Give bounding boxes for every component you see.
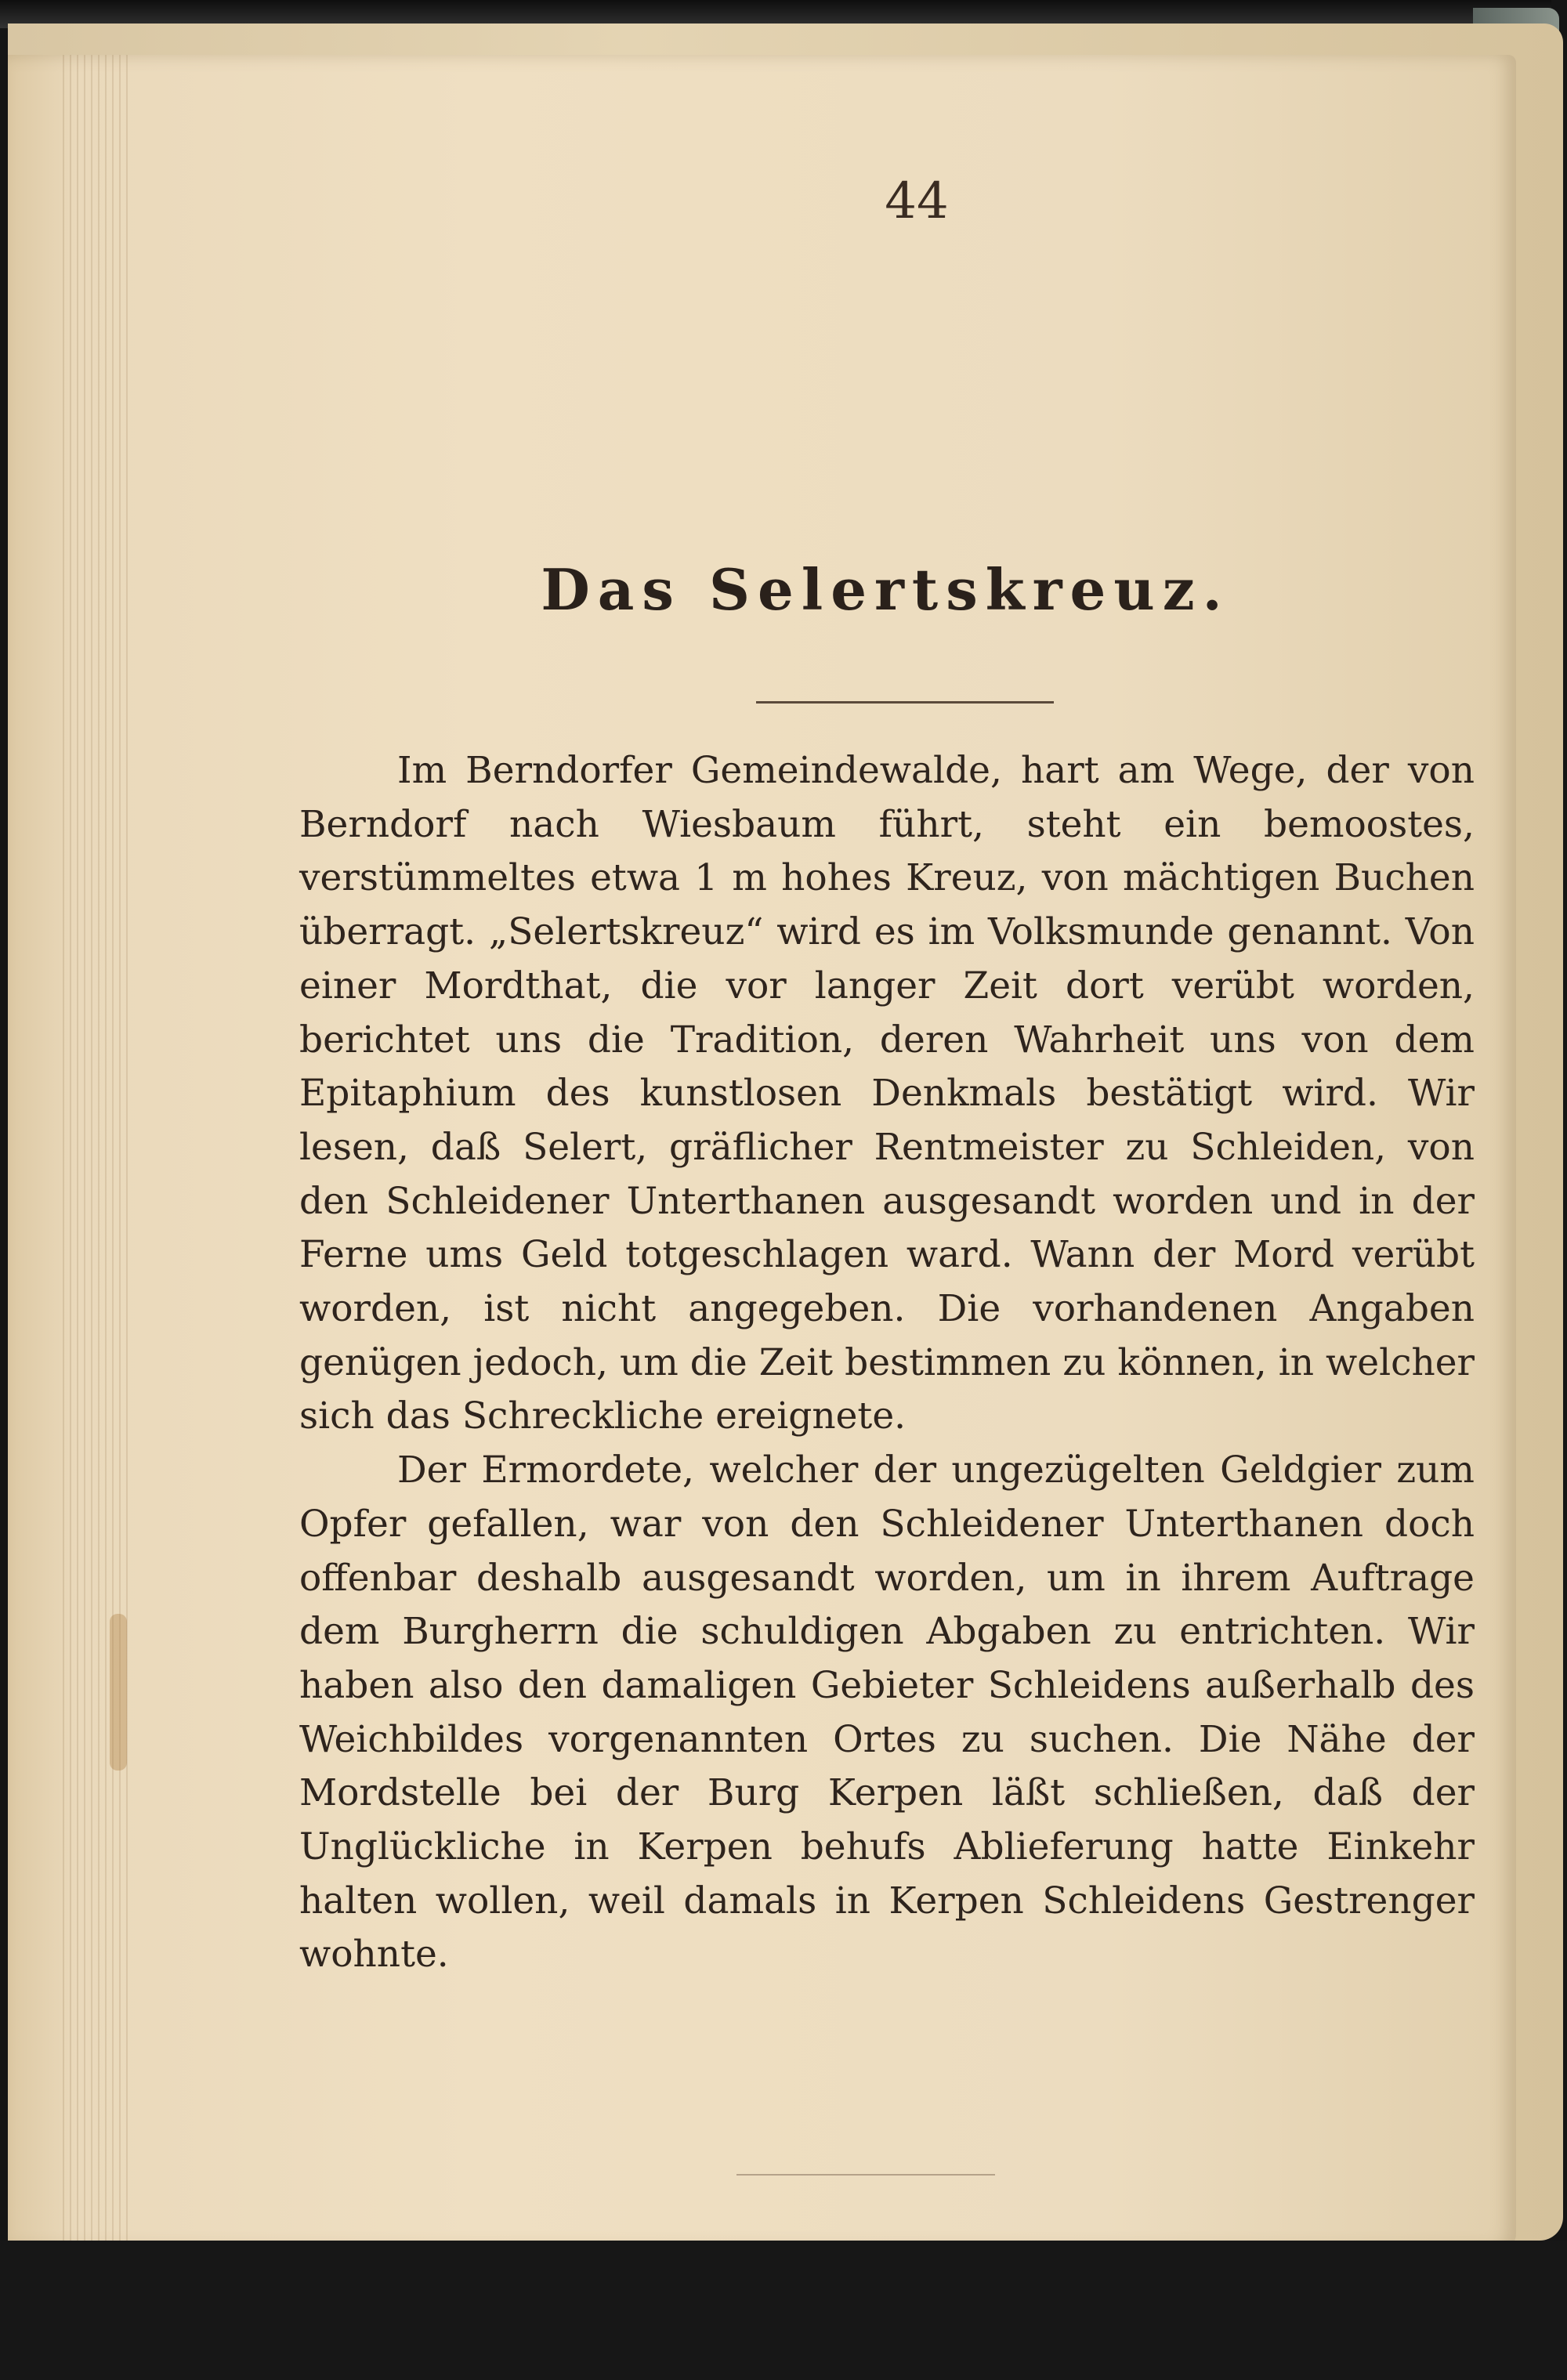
book-page	[8, 55, 1516, 2248]
chapter-title: Das Selertskreuz.	[541, 556, 1230, 623]
body-text	[299, 744, 1475, 1982]
end-rule	[736, 2174, 995, 2176]
gutter-shading	[63, 55, 133, 2248]
paragraph-1: Im Berndorfer Gemeindewalde, hart am Wege, der von Berndorf nach Wiesbaum führt, steht ein bemoostes, verstümmeltes etwa 1 m hohes Kreuz, von mächtigen Buchen überragt. „Selertskreuz“ wird es im Volksmunde genannt. Von einer Mordthat, die vor langer Zeit dort verübt worden, berichtet uns die Tradition, deren Wahrheit uns von dem Epitaphium des kunstlosen Denkmals bestätigt wird. Wir lesen, daß Selert, gräflicher Rentmeister zu Schleiden, von den Schleidener Unterthanen ausgesandt worden und in der Ferne ums Geld totgeschlagen ward. Wann der Mord verübt worden, ist nicht angegeben. Die vorhandenen Angaben genügen jedoch, um die Zeit bestimmen zu können, in welcher sich das Schreckliche ereignete.	[299, 749, 1475, 1438]
page-stain	[110, 1614, 127, 1771]
page-number: 44	[885, 172, 949, 230]
title-rule	[756, 701, 1054, 704]
paragraph-2: Der Ermordete, welcher der ungezügelten Geldgier zum Opfer gefallen, war von den Schleidener Unterthanen doch offenbar deshalb ausgesandt worden, um in ihrem Auftrage dem Burgherrn die schuldigen Abgaben zu entrichten. Wir haben also den damaligen Gebieter Schleidens außerhalb des Weichbildes vorgenannten Ortes zu suchen. Die Nähe der Mordstelle bei der Burg Kerpen läßt schließen, daß der Unglückliche in Kerpen behufs Ablieferung hatte Einkehr halten wollen, weil damals in Kerpen Schleidens Gestrenger wohnte.	[299, 1449, 1475, 1977]
page-stack	[8, 24, 1563, 2241]
scan-background-bottom	[0, 2241, 1567, 2380]
